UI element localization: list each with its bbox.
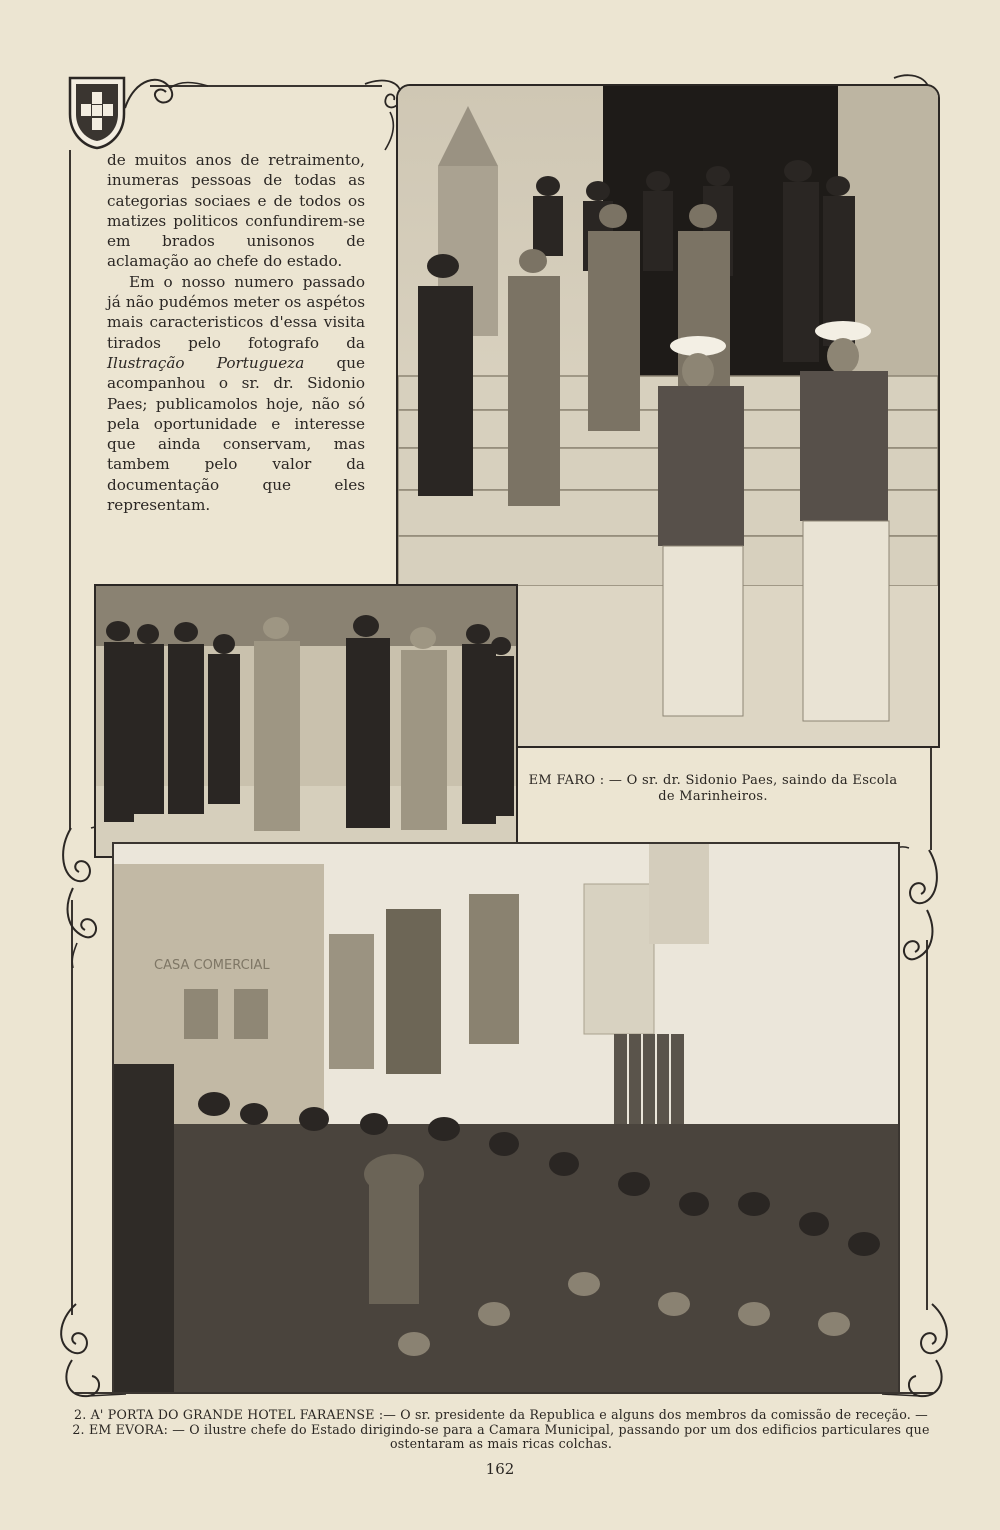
portuguese-coat-of-arms-icon — [66, 74, 128, 150]
photo-grande-hotel-faraense — [94, 584, 518, 858]
border-left-line — [69, 150, 71, 830]
article-paragraph-2-end: que acompanhou o sr. dr. Sidonio Paes; publicamolos hoje, não só pela oportunidade e interesse que ainda conservam, mas tambem pelo valor da documentação que eles representam. — [107, 353, 365, 515]
border-right-lower-line — [926, 940, 928, 1310]
page-number: 162 — [485, 1460, 515, 1478]
caption-hotel-and-evora: 2. A' PORTA DO GRANDE HOTEL FARAENSE :— O sr. presidente da Republica e alguns dos membros da comissão de receção. — 2. EM EVORA: — O ilustre chefe do Estado dirigindo-se para a Camara Municipal, passando por um dos edificios particulares que ostentaram as mais ricas colchas. — [72, 1407, 930, 1451]
article-paragraph-1: de muitos anos de retraimento, inumeras pessoas de todas as categorias sociaes e de todos os matizes politicos confundirem-se em brados unisonos de aclamação ao chefe do estado. — [107, 151, 365, 271]
caption-em-faro: EM FARO : — O sr. dr. Sidonio Paes, saindo da Escola de Marinheiros. — [528, 773, 898, 804]
article-text — [107, 150, 365, 515]
flourish-top-left-ornament — [120, 68, 210, 118]
article-paragraph-2 — [107, 272, 365, 516]
article-paragraph-2-start: Em o nosso numero passado já não pudémos meter os aspétos mais caracteristicos d'essa visita tirados pelo fotografo da — [107, 272, 365, 352]
photo-evora-camara-municipal — [112, 842, 900, 1394]
faro-building-sign: CASA COMERCIAL — [154, 958, 270, 973]
publication-name: Ilustração Portugueza — [107, 353, 305, 372]
